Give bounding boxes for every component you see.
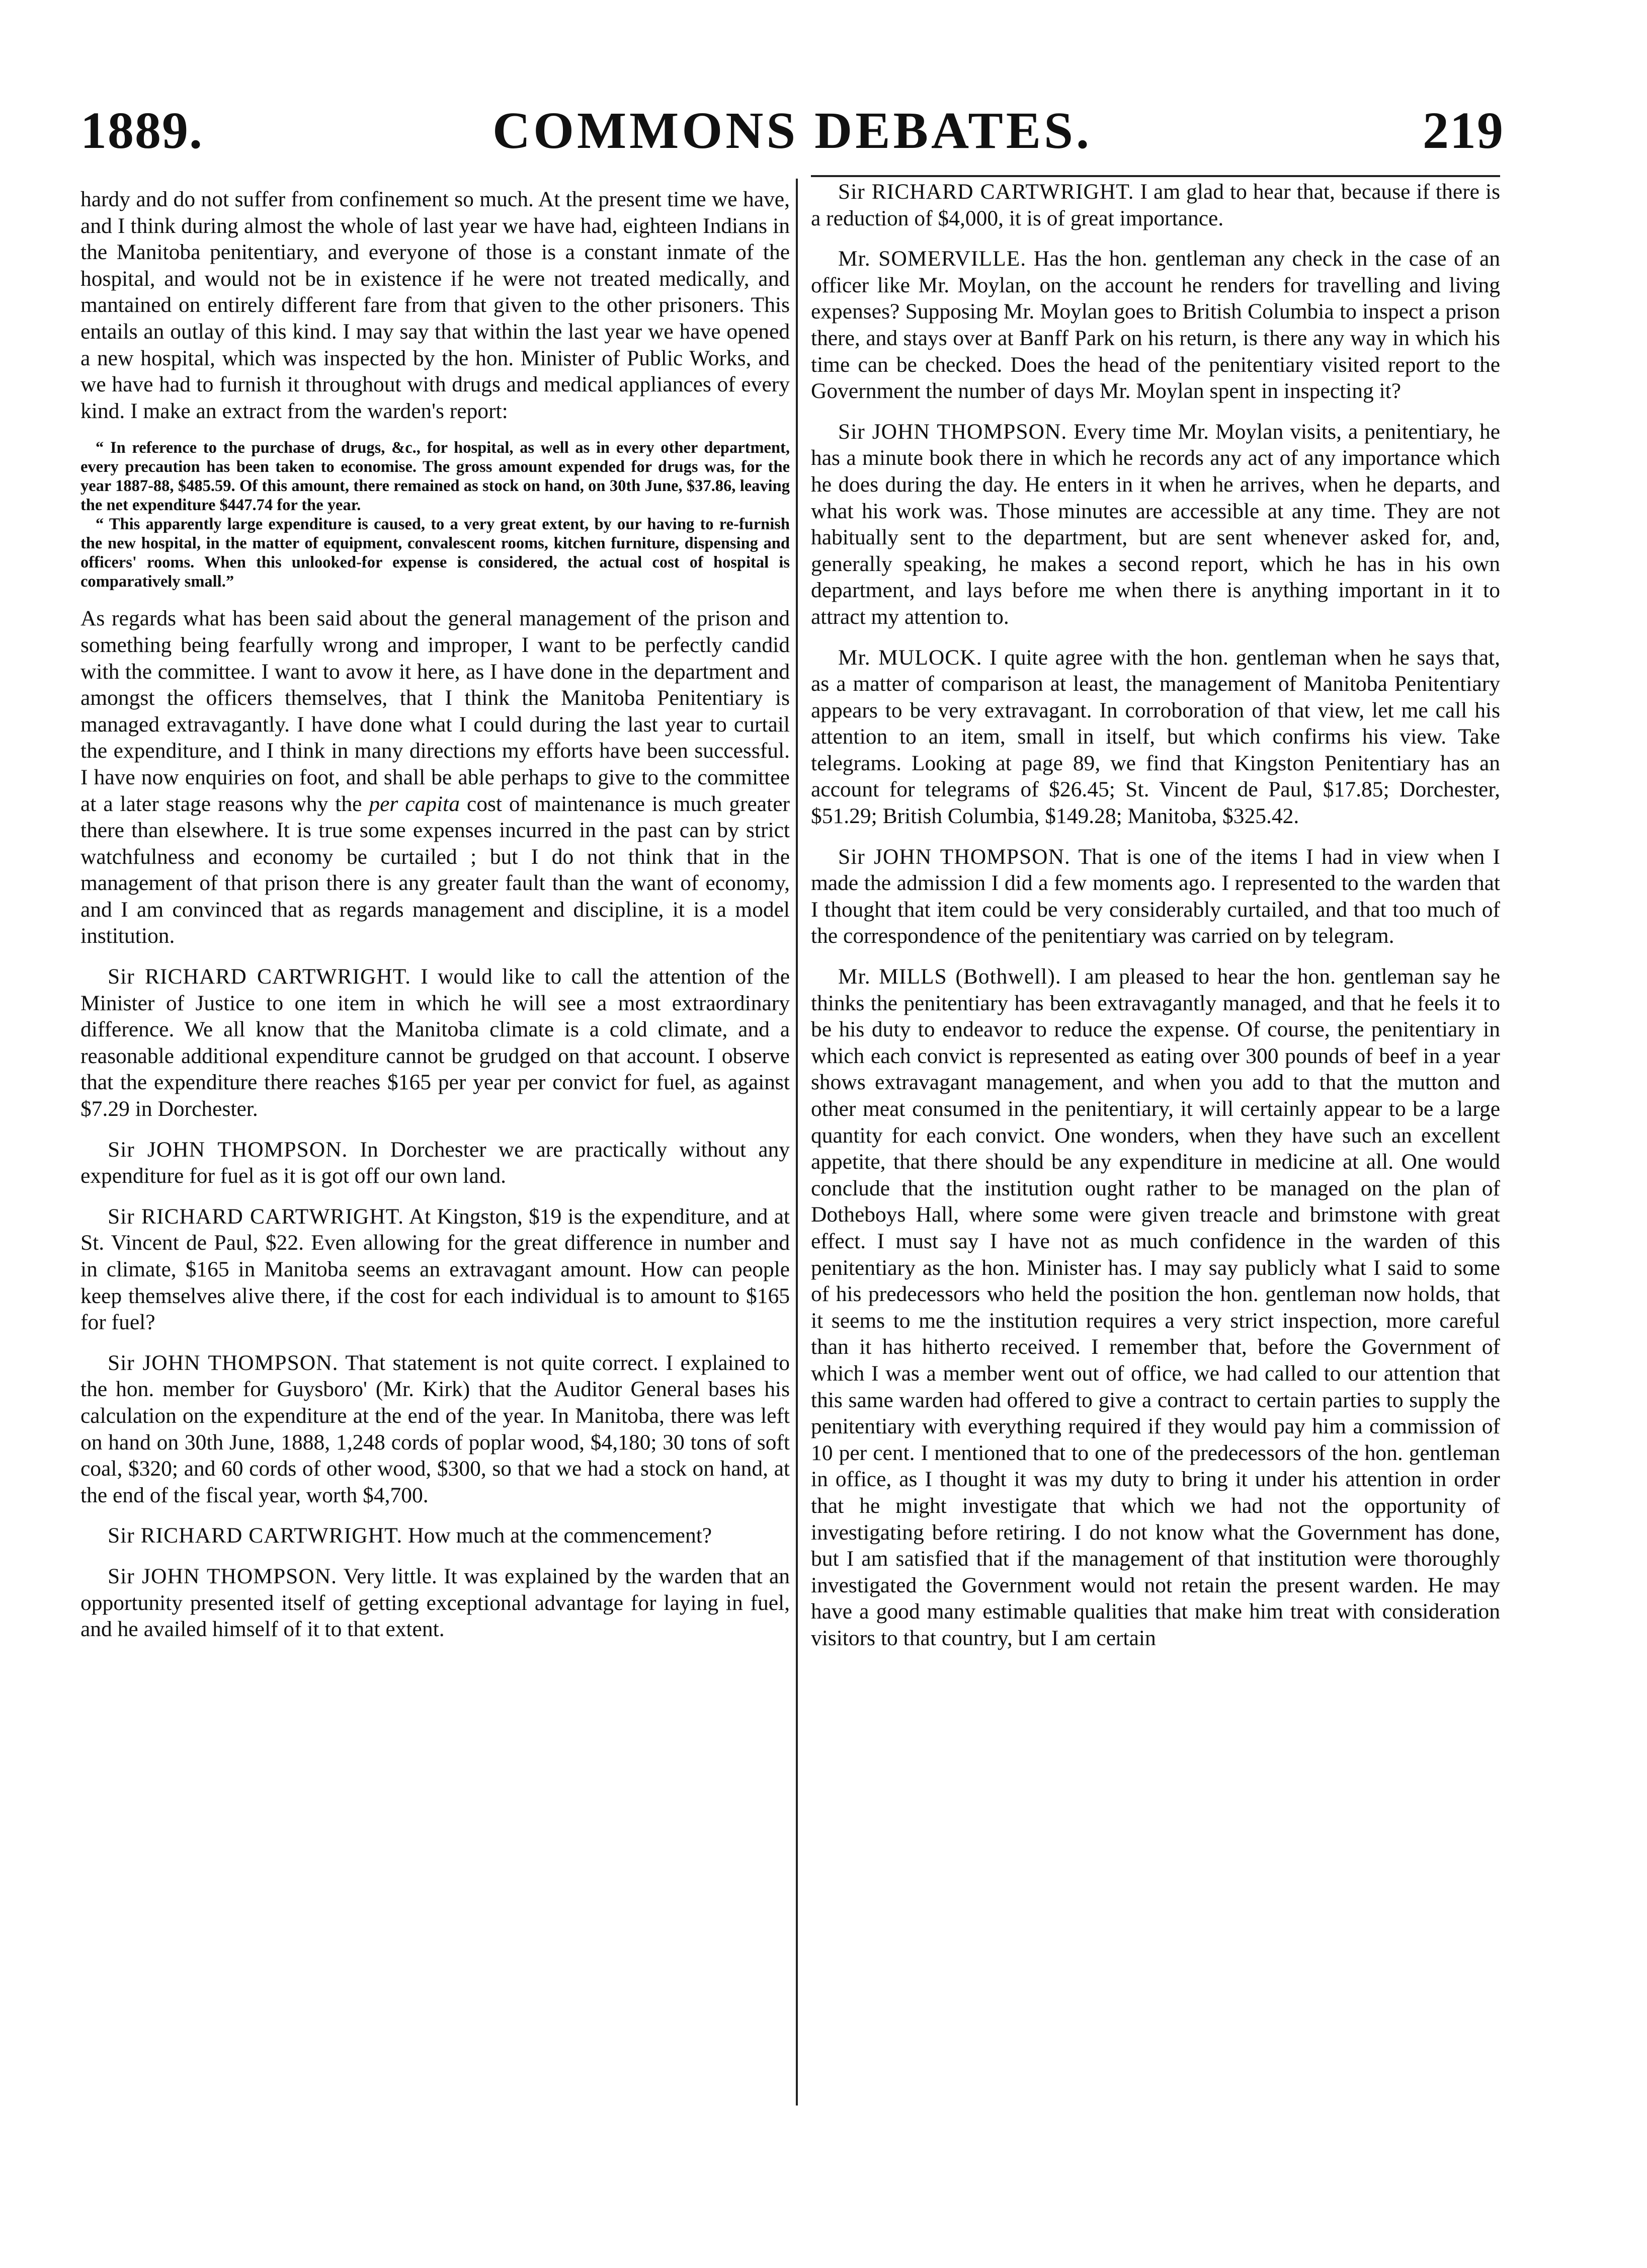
speaker-name: Sir JOHN THOMPSON.: [108, 1350, 339, 1375]
speech: [80, 1563, 790, 1643]
column-divider: [796, 179, 798, 2105]
right-column-top-rule: [811, 175, 1500, 177]
speech: [80, 1137, 790, 1189]
left-column: [80, 186, 790, 1657]
speech-text: Very little. It was explained by the warden that an opportunity presented itself of getting exceptional advantage for laying in fuel, and he availed himself of it to that extent.: [80, 1564, 790, 1642]
speaker-name: Mr. MULOCK.: [838, 645, 982, 670]
header-year: 1889.: [80, 102, 203, 159]
speaker-name: Sir JOHN THOMPSON.: [108, 1564, 338, 1588]
page-number: 219: [1423, 102, 1504, 159]
paragraph-text: cost of maintenance is much greater there than elsewhere. It is true some expenses incurred in the past can by strict watchfulness and economy be curtailed ; but I do not think that in the management of that prison there is any greater fault than the want of economy, and I am convinced that as regards management and discipline, it is a model institution.: [80, 791, 790, 948]
speech: [811, 644, 1500, 830]
speaker-name: Sir RICHARD CARTWRIGHT.: [838, 180, 1134, 204]
speech: [80, 963, 790, 1122]
quote-paragraph: “ In reference to the purchase of drugs, &c., for hospital, as well as in every other department, every precaution has been taken to economise. The gross amount expended for drugs was, for the year 1887-88, $485.59. Of this amount, there remained as stock on hand, on 30th June, $37.86, leaving the net expenditure $447.74 for the year.: [80, 439, 790, 515]
warden-report-quote: [80, 438, 790, 591]
speaker-name: Mr. SOMERVILLE.: [838, 247, 1027, 271]
speech: [80, 1350, 790, 1509]
speech-text: At Kingston, $19 is the expenditure, and at St. Vincent de Paul, $22. Even allowing for the great difference in number and in climate, $165 in Manitoba seems an extravagant amount. How can people keep themselves alive there, if the cost for each individual is to amount to $165 for fuel?: [80, 1204, 790, 1335]
right-column: [811, 179, 1500, 1665]
speech: [811, 179, 1500, 231]
speaker-name: Sir JOHN THOMPSON.: [108, 1137, 348, 1162]
speech: [811, 246, 1500, 404]
speech-text: I would like to call the attention of the Minister of Justice to one item in which he will see a most extraordinary difference. We all know that the Manitoba climate is a cold climate, and a reasonable additional expenditure cannot be grudged on that account. I observe that the expenditure there reaches $165 per year per convict for fuel, as against $7.29 in Dorchester.: [80, 964, 790, 1121]
header-title: COMMONS DEBATES.: [492, 102, 1092, 159]
speech: [80, 1203, 790, 1336]
speech-text: In Dorchester we are practically without any expenditure for fuel as it is got off our own land.: [80, 1137, 790, 1188]
speech-text: That statement is not quite correct. I explained to the hon. member for Guysboro' (Mr. Kirk) that the Auditor General bases his calculation on the expenditure at the end of the year. In Manitoba, there was left on hand on 30th June, 1888, 1,248 cords of poplar wood, $4,180; 30 tons of soft coal, $320; and 60 cords of other wood, $300, so that we had a stock on hand, at the end of the fiscal year, worth $4,700.: [80, 1350, 790, 1507]
speech: [811, 844, 1500, 949]
page-header: [80, 101, 1504, 161]
paragraph: hardy and do not suffer from confinement so much. At the present time we have, and I think during almost the whole of last year we have had, eighteen Indians in the Manitoba penitentiary, and everyone of those is a constant inmate of the hospital, and would not be in existence if he were not treated medically, and mantained on entirely different fare from that given to the other prisoners. This entails an outlay of this kind. I may say that within the last year we have opened a new hospital, which was inspected by the hon. Minister of Public Works, and we have had to furnish it throughout with drugs and medical appliances of every kind. I make an extract from the warden's report:: [80, 187, 790, 423]
speaker-name: Sir RICHARD CARTWRIGHT.: [108, 1204, 404, 1229]
quote-paragraph: “ This apparently large expenditure is caused, to a very great extent, by our having to re-furnish the new hospital, in the matter of equipment, convalescent rooms, kitchen furniture, dispensing and officers' rooms. When this unlooked-for expense is considered, the actual cost of hospital is comparatively small.”: [80, 515, 790, 591]
speech-text: I am glad to hear that, because if there is a reduction of $4,000, it is of great importance.: [811, 180, 1501, 230]
speech-text: How much at the commencement?: [408, 1523, 712, 1548]
speaker-name: Sir JOHN THOMPSON.: [838, 419, 1067, 444]
speech-text: I am pleased to hear the hon. gentleman say he thinks the penitentiary has been extravagantly managed, and that he feels it to be his duty to endeavor to reduce the expense. Of course, the penitentiary in which each convict is represented as eating over 300 pounds of beef in a year shows extravagant management, and when you add to that the mutton and other meat consumed in the penitentiary, it will certainly appear to be a large quantity for each convict. One wonders, when they have such an excellent appetite, that there should be any expenditure in medicine at all. One would conclude that the institution ought rather to be managed on the plan of Dotheboys Hall, where some were given treacle and brimstone with great effect. I must say I have not as much confidence in the warden of this penitentiary as the hon. Minister has. I may say publicly what I said to some of his predecessors who held the position the hon. gentleman now holds, that it seems to me the institution requires a very strict inspection, more careful than it has hitherto received. I remember that, before the Government of which I was a member went out of office, we had called to our attention that this same warden had offered to give a contract to certain parties to supply the penitentiary with everything required if they would pay him a commission of 10 per cent. I mentioned that to one of the predecessors of the hon. gentleman in office, as I thought it was my duty to bring it under his attention in order that he might investigate that which we had not the opportunity of investigating before retiring. I do not know what the Government has done, but I am satisfied that if the management of that institution were thoroughly investigated the Government would not retain the present warden. He may have a good many estimable qualities that make him treat with consideration visitors to that country, but I am certain: [811, 964, 1501, 1650]
speech-text: I quite agree with the hon. gentleman when he says that, as a matter of comparison at least, the management of Manitoba Penitentiary appears to be very extravagant. In corroboration of that view, let me call his attention to an item, small in itself, but which confirms his view. Take telegrams. Looking at page 89, we find that Kingston Penitentiary has an account for telegrams of $26.45; St. Vincent de Paul, $17.85; Dorchester, $51.29; British Columbia, $149.28; Manitoba, $325.42.: [811, 645, 1501, 829]
speaker-name: Sir RICHARD CARTWRIGHT.: [108, 964, 411, 989]
speaker-name: Sir RICHARD CARTWRIGHT.: [108, 1523, 403, 1548]
speech-text: Has the hon. gentleman any check in the case of an officer like Mr. Moylan, on the account he renders for travelling and living expenses? Supposing Mr. Moylan goes to British Columbia to inspect a prison there, and stays over at Banff Park on his return, is there any way in which his time can be checked. Does the head of the penitentiary visited report to the Government the number of days Mr. Moylan spent in inspecting it?: [811, 247, 1500, 403]
italic-term: per capita: [369, 791, 460, 816]
paragraph-text: As regards what has been said about the general management of the prison and something being fearfully wrong and improper, I want to be perfectly candid with the committee. I want to avow it here, as I have done in the department and amongst the officers themselves, that I think the Manitoba Penitentiary is managed extravagantly. I have done what I could during the last year to curtail the expenditure, and I think in many directions my efforts have been successful. I have now enquiries on foot, and shall be able perhaps to give to the committee at a later stage reasons why the: [80, 606, 790, 816]
paragraph: [80, 605, 790, 949]
speech: [811, 963, 1500, 1651]
speech-text: Every time Mr. Moylan visits, a penitentiary, he has a minute book there in which he records any act of any importance which he does during the day. He enters in it when he arrives, when he departs, and what his work was. Those minutes are accessible at any time. They are not habitually sent to the department, but are sent whenever asked for, and, generally speaking, he makes a second report, which he has in his own department, and lays before me when there is anything important in it to attract my attention to.: [811, 419, 1501, 629]
speech: [80, 1522, 790, 1549]
speech-text: That is one of the items I had in view when I made the admission I did a few moments ago. I represented to the warden that I thought that item could be very considerably curtailed, and that too much of the correspondence of the penitentiary was carried on by telegram.: [811, 844, 1500, 948]
speech: [811, 419, 1500, 630]
speaker-name: Sir JOHN THOMPSON.: [838, 844, 1070, 869]
speaker-name: Mr. MILLS (Bothwell).: [838, 964, 1061, 989]
